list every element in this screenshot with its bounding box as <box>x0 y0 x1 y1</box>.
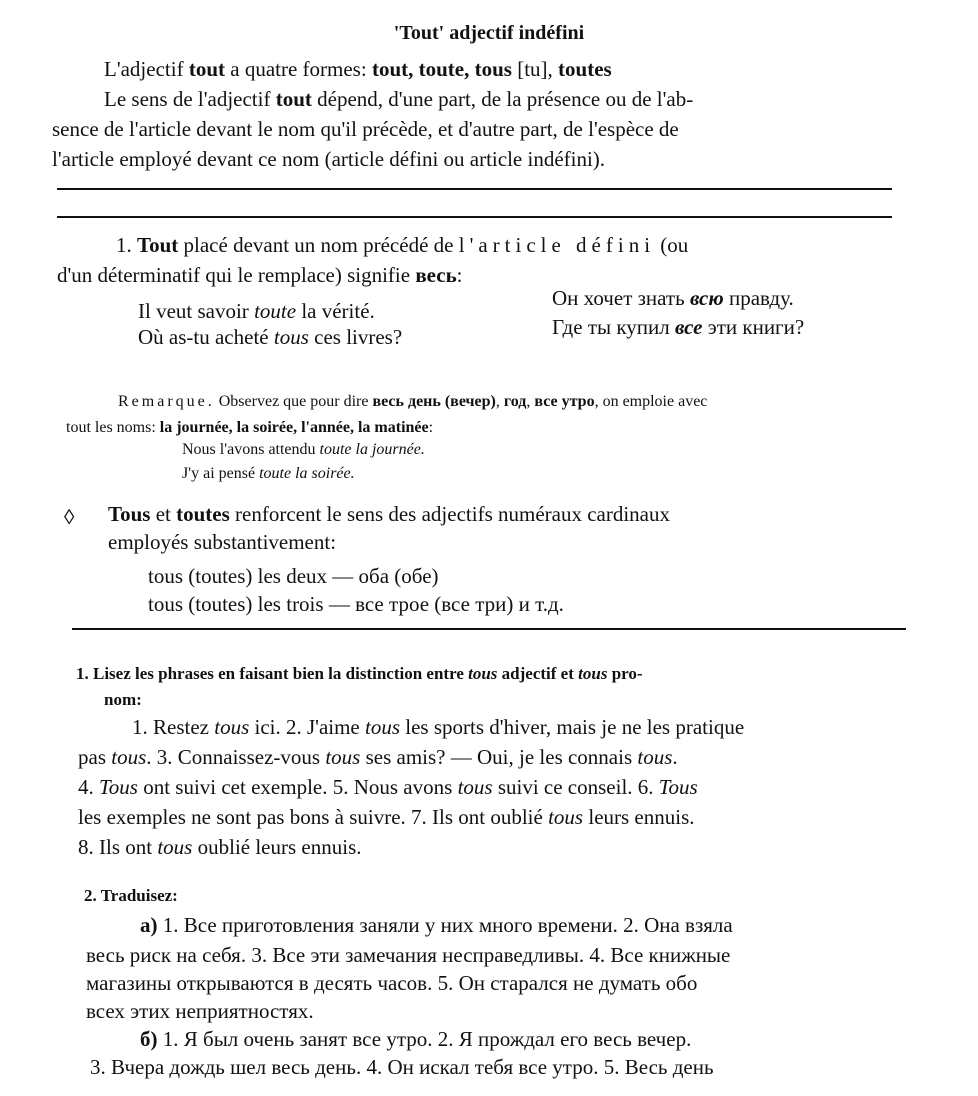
divider <box>72 628 906 630</box>
exercise1-heading <box>76 662 643 686</box>
text: tous <box>637 745 673 769</box>
text: tous <box>214 715 250 739</box>
text: la journée, la soirée, l'année, la matinée <box>159 419 429 436</box>
text: Tout <box>137 233 179 257</box>
text: oublié leurs ennuis. <box>192 835 362 859</box>
text: Nous l'avons attendu <box>182 441 320 458</box>
text: , <box>526 393 535 410</box>
text: pro- <box>607 664 643 683</box>
text: эти книги? <box>702 315 805 339</box>
diamond-example-1: tous (toutes) les deux — оба (обе) <box>148 564 439 588</box>
rule1-example-1-ru <box>552 283 794 313</box>
rule1-line-1 <box>116 230 688 260</box>
text: adjectif et <box>497 664 579 683</box>
text: tous <box>111 745 147 769</box>
text: весь день (вечер) <box>372 393 496 410</box>
text: 1. <box>116 233 137 257</box>
text: весь <box>415 263 457 287</box>
text: правду. <box>723 286 794 310</box>
text: l'article défini <box>458 233 656 257</box>
exercise2-a-line-1 <box>140 910 733 940</box>
page-title: 'Tout' adjectif indéfini <box>393 22 585 44</box>
text: a quatre formes: <box>225 57 372 81</box>
text: toute la journée. <box>319 441 425 458</box>
text: tout, toute, tous <box>371 57 512 81</box>
text: , <box>495 393 504 410</box>
exercise2-a-line-4: всех этих неприятностях. <box>86 999 314 1023</box>
text: dépend, d'une part, de la présence ou de l'ab- <box>311 87 694 111</box>
text: J'y ai pensé <box>182 465 260 482</box>
text: Où as-tu acheté <box>138 325 274 349</box>
exercise1-line-5 <box>78 832 362 862</box>
intro-line-4: l'article employé devant ce nom (article défini ou article indéfini). <box>52 147 606 171</box>
text: Tous <box>108 502 151 526</box>
text: Он хочет знать <box>552 286 690 310</box>
text: toutes <box>176 502 230 526</box>
text: все утро <box>534 393 595 410</box>
divider <box>57 216 892 218</box>
text: Observez que pour dire <box>214 393 373 410</box>
remark-line-1 <box>118 390 707 414</box>
text: Tous <box>99 775 138 799</box>
text: Le sens de l'adjectif <box>104 87 276 111</box>
text: 1. Я был очень занят все утро. 2. Я прождал его весь вечер. <box>157 1027 692 1051</box>
text: все <box>674 315 703 339</box>
text: tous <box>548 805 584 829</box>
exercise1-line-2: pas tous. 3. Connaissez-vous tous ses amis? — Oui, je les connais tous. <box>78 745 678 769</box>
text: 1. Все приготовления заняли у них много времени. 2. Она взяла <box>157 913 733 937</box>
text: suivi ce conseil. 6. <box>492 775 659 799</box>
intro-line-1 <box>104 54 612 84</box>
text: Где ты купил <box>552 315 675 339</box>
divider <box>57 188 892 190</box>
exercise2-b-line-2: 3. Вчера дождь шел весь день. 4. Он искал тебя все утро. 5. Весь день <box>90 1055 714 1079</box>
text: d'un déterminatif qui le remplace) signifie <box>57 263 416 287</box>
diamond-line-2: employés substantivement: <box>108 530 337 554</box>
exercise1-line-1 <box>132 712 744 742</box>
text: tous <box>578 664 608 683</box>
text: год <box>503 393 527 410</box>
text: tout <box>275 87 312 111</box>
text: tous <box>273 325 309 349</box>
exercise1-heading-2: nom: <box>104 690 142 709</box>
text: ses amis? — Oui, je les connais <box>360 745 638 769</box>
text: Tous <box>658 775 698 799</box>
text: leurs ennuis. <box>583 805 695 829</box>
text: tous <box>157 835 193 859</box>
text: pas <box>78 745 112 769</box>
rule1-example-2-fr <box>138 322 402 352</box>
text: а) <box>140 913 158 937</box>
text: ici. 2. J'aime <box>249 715 366 739</box>
text: , on emploie avec <box>594 393 708 410</box>
remark-example-2 <box>182 462 355 486</box>
text: ces livres? <box>308 325 403 349</box>
diamond-icon: ◊ <box>64 505 75 529</box>
text: toute <box>254 299 297 323</box>
text: tout <box>66 419 91 436</box>
text: tous <box>365 715 401 739</box>
diamond-line-1 <box>108 499 670 529</box>
text: . 3. Connaissez-vous <box>146 745 326 769</box>
text: б) <box>140 1027 158 1051</box>
exercise2-heading: 2. Traduisez: <box>84 886 178 905</box>
text: (ou <box>655 233 689 257</box>
text: 4. <box>78 775 99 799</box>
text: tous <box>325 745 361 769</box>
rule1-line-2: d'un déterminatif qui le remplace) signifie весь: <box>57 263 463 287</box>
text: L'adjectif <box>104 57 189 81</box>
exercise1-line-3 <box>78 772 698 802</box>
text: tous <box>457 775 493 799</box>
intro-line-3: sence de l'article devant le nom qu'il précède, et d'autre part, de l'espèce de <box>52 117 679 141</box>
rule1-example-2-ru <box>552 312 804 342</box>
text: tout <box>188 57 225 81</box>
remark-line-2: tout les noms: la journée, la soirée, l'année, la matinée: <box>66 419 434 436</box>
exercise1-line-4 <box>78 802 695 832</box>
text: les exemples ne sont pas bons à suivre. 7. Ils ont oublié <box>78 805 549 829</box>
text: 1. Restez <box>132 715 215 739</box>
text: renforcent le sens des adjectifs numéraux cardinaux <box>229 502 670 526</box>
intro-line-2 <box>104 84 693 114</box>
exercise2-a-line-3: магазины открываются в десять часов. 5. Он старался не думать обо <box>86 971 698 995</box>
text: 1. Lisez les phrases en faisant bien la distinction entre <box>76 664 469 683</box>
remark-label: Remarque. <box>118 393 215 410</box>
exercise2-a-line-2: весь риск на себя. 3. Все эти замечания несправедливы. 4. Все книжные <box>86 943 731 967</box>
text: placé devant un nom précédé de <box>178 233 459 257</box>
text: 8. Ils ont <box>78 835 158 859</box>
text: Il veut savoir <box>138 299 255 323</box>
text: les sports d'hiver, mais je ne les pratique <box>400 715 745 739</box>
exercise2-b-line-1 <box>140 1024 691 1054</box>
diamond-example-2: tous (toutes) les trois — все трое (все три) и т.д. <box>148 592 564 616</box>
remark-example-1 <box>182 438 425 462</box>
text: et <box>150 502 177 526</box>
text: toute la soirée. <box>259 465 355 482</box>
text: la vérité. <box>296 299 375 323</box>
text: всю <box>689 286 724 310</box>
text: tous <box>468 664 498 683</box>
text: [tu], <box>511 57 559 81</box>
text: toutes <box>558 57 612 81</box>
text: les noms: <box>90 419 160 436</box>
text: ont suivi cet exemple. 5. Nous avons <box>137 775 458 799</box>
